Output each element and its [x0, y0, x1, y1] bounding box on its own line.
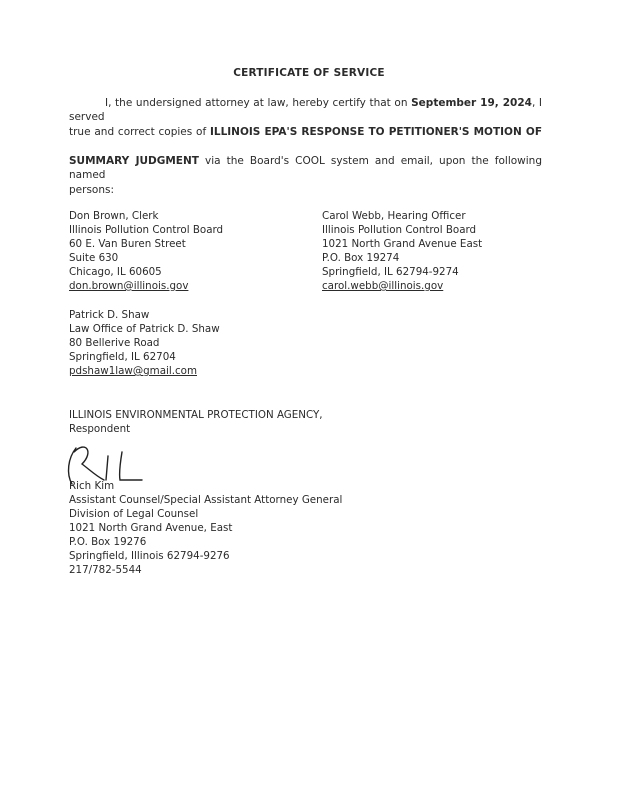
- certification-line-4: persons:: [69, 184, 114, 196]
- certification-line-1: [69, 96, 542, 124]
- signer-division: Division of Legal Counsel: [69, 508, 199, 520]
- recipient-address: Suite 630: [69, 252, 119, 264]
- signer-block: [69, 479, 342, 577]
- text-run: , I served: [69, 97, 542, 123]
- recipient-org: Law Office of Patrick D. Shaw: [69, 323, 220, 335]
- recipient-email-link[interactable]: carol.webb@illinois.gov: [322, 280, 444, 292]
- recipient-name: Don Brown, Clerk: [69, 210, 159, 222]
- recipient-address: 60 E. Van Buren Street: [69, 238, 186, 250]
- text-run: true and correct copies of: [69, 126, 210, 138]
- document-name-part-1: ILLINOIS EPA'S RESPONSE TO PETITIONER'S MOTION OF: [209, 126, 542, 138]
- recipient-block: [69, 308, 220, 378]
- certification-line-3: [69, 154, 542, 182]
- recipient-block: [69, 209, 223, 293]
- recipient-org: Illinois Pollution Control Board: [69, 224, 224, 236]
- recipient-name: Carol Webb, Hearing Officer: [322, 210, 466, 222]
- recipient-email-link[interactable]: don.brown@illinois.gov: [69, 280, 189, 292]
- agency-name: ILLINOIS ENVIRONMENTAL PROTECTION AGENCY,: [69, 409, 323, 421]
- signer-phone: 217/782-5544: [69, 564, 142, 576]
- signer-address: 1021 North Grand Avenue, East: [69, 522, 233, 534]
- recipient-city: Chicago, IL 60605: [69, 266, 162, 278]
- agency-role: Respondent: [69, 423, 131, 435]
- signer-title: Assistant Counsel/Special Assistant Attorney General: [69, 494, 343, 506]
- recipient-address: P.O. Box 19274: [322, 252, 400, 264]
- signer-name: Rich Kim: [69, 480, 115, 492]
- recipient-address: 1021 North Grand Avenue East: [322, 238, 483, 250]
- signer-address: P.O. Box 19276: [69, 536, 147, 548]
- document-title: CERTIFICATE OF SERVICE: [233, 67, 385, 79]
- recipient-address: 80 Bellerive Road: [69, 337, 160, 349]
- recipient-city: Springfield, IL 62794-9274: [322, 266, 459, 278]
- recipient-block: [322, 209, 482, 293]
- recipient-org: Illinois Pollution Control Board: [322, 224, 477, 236]
- signer-city: Springfield, Illinois 62794-9276: [69, 550, 230, 562]
- recipient-email-link[interactable]: pdshaw1law@gmail.com: [69, 365, 197, 377]
- text-run: I, the undersigned attorney at law, hereby certify that on: [105, 97, 412, 109]
- service-date: September 19, 2024: [411, 97, 532, 109]
- recipient-city: Springfield, IL 62704: [69, 351, 176, 363]
- respondent-block: [69, 408, 323, 436]
- recipient-name: Patrick D. Shaw: [69, 309, 150, 321]
- text-run: via the Board's COOL system and email, upon the following named: [69, 155, 542, 181]
- certification-line-2: [69, 125, 542, 139]
- document-name-part-2: SUMMARY JUDGMENT: [69, 155, 199, 167]
